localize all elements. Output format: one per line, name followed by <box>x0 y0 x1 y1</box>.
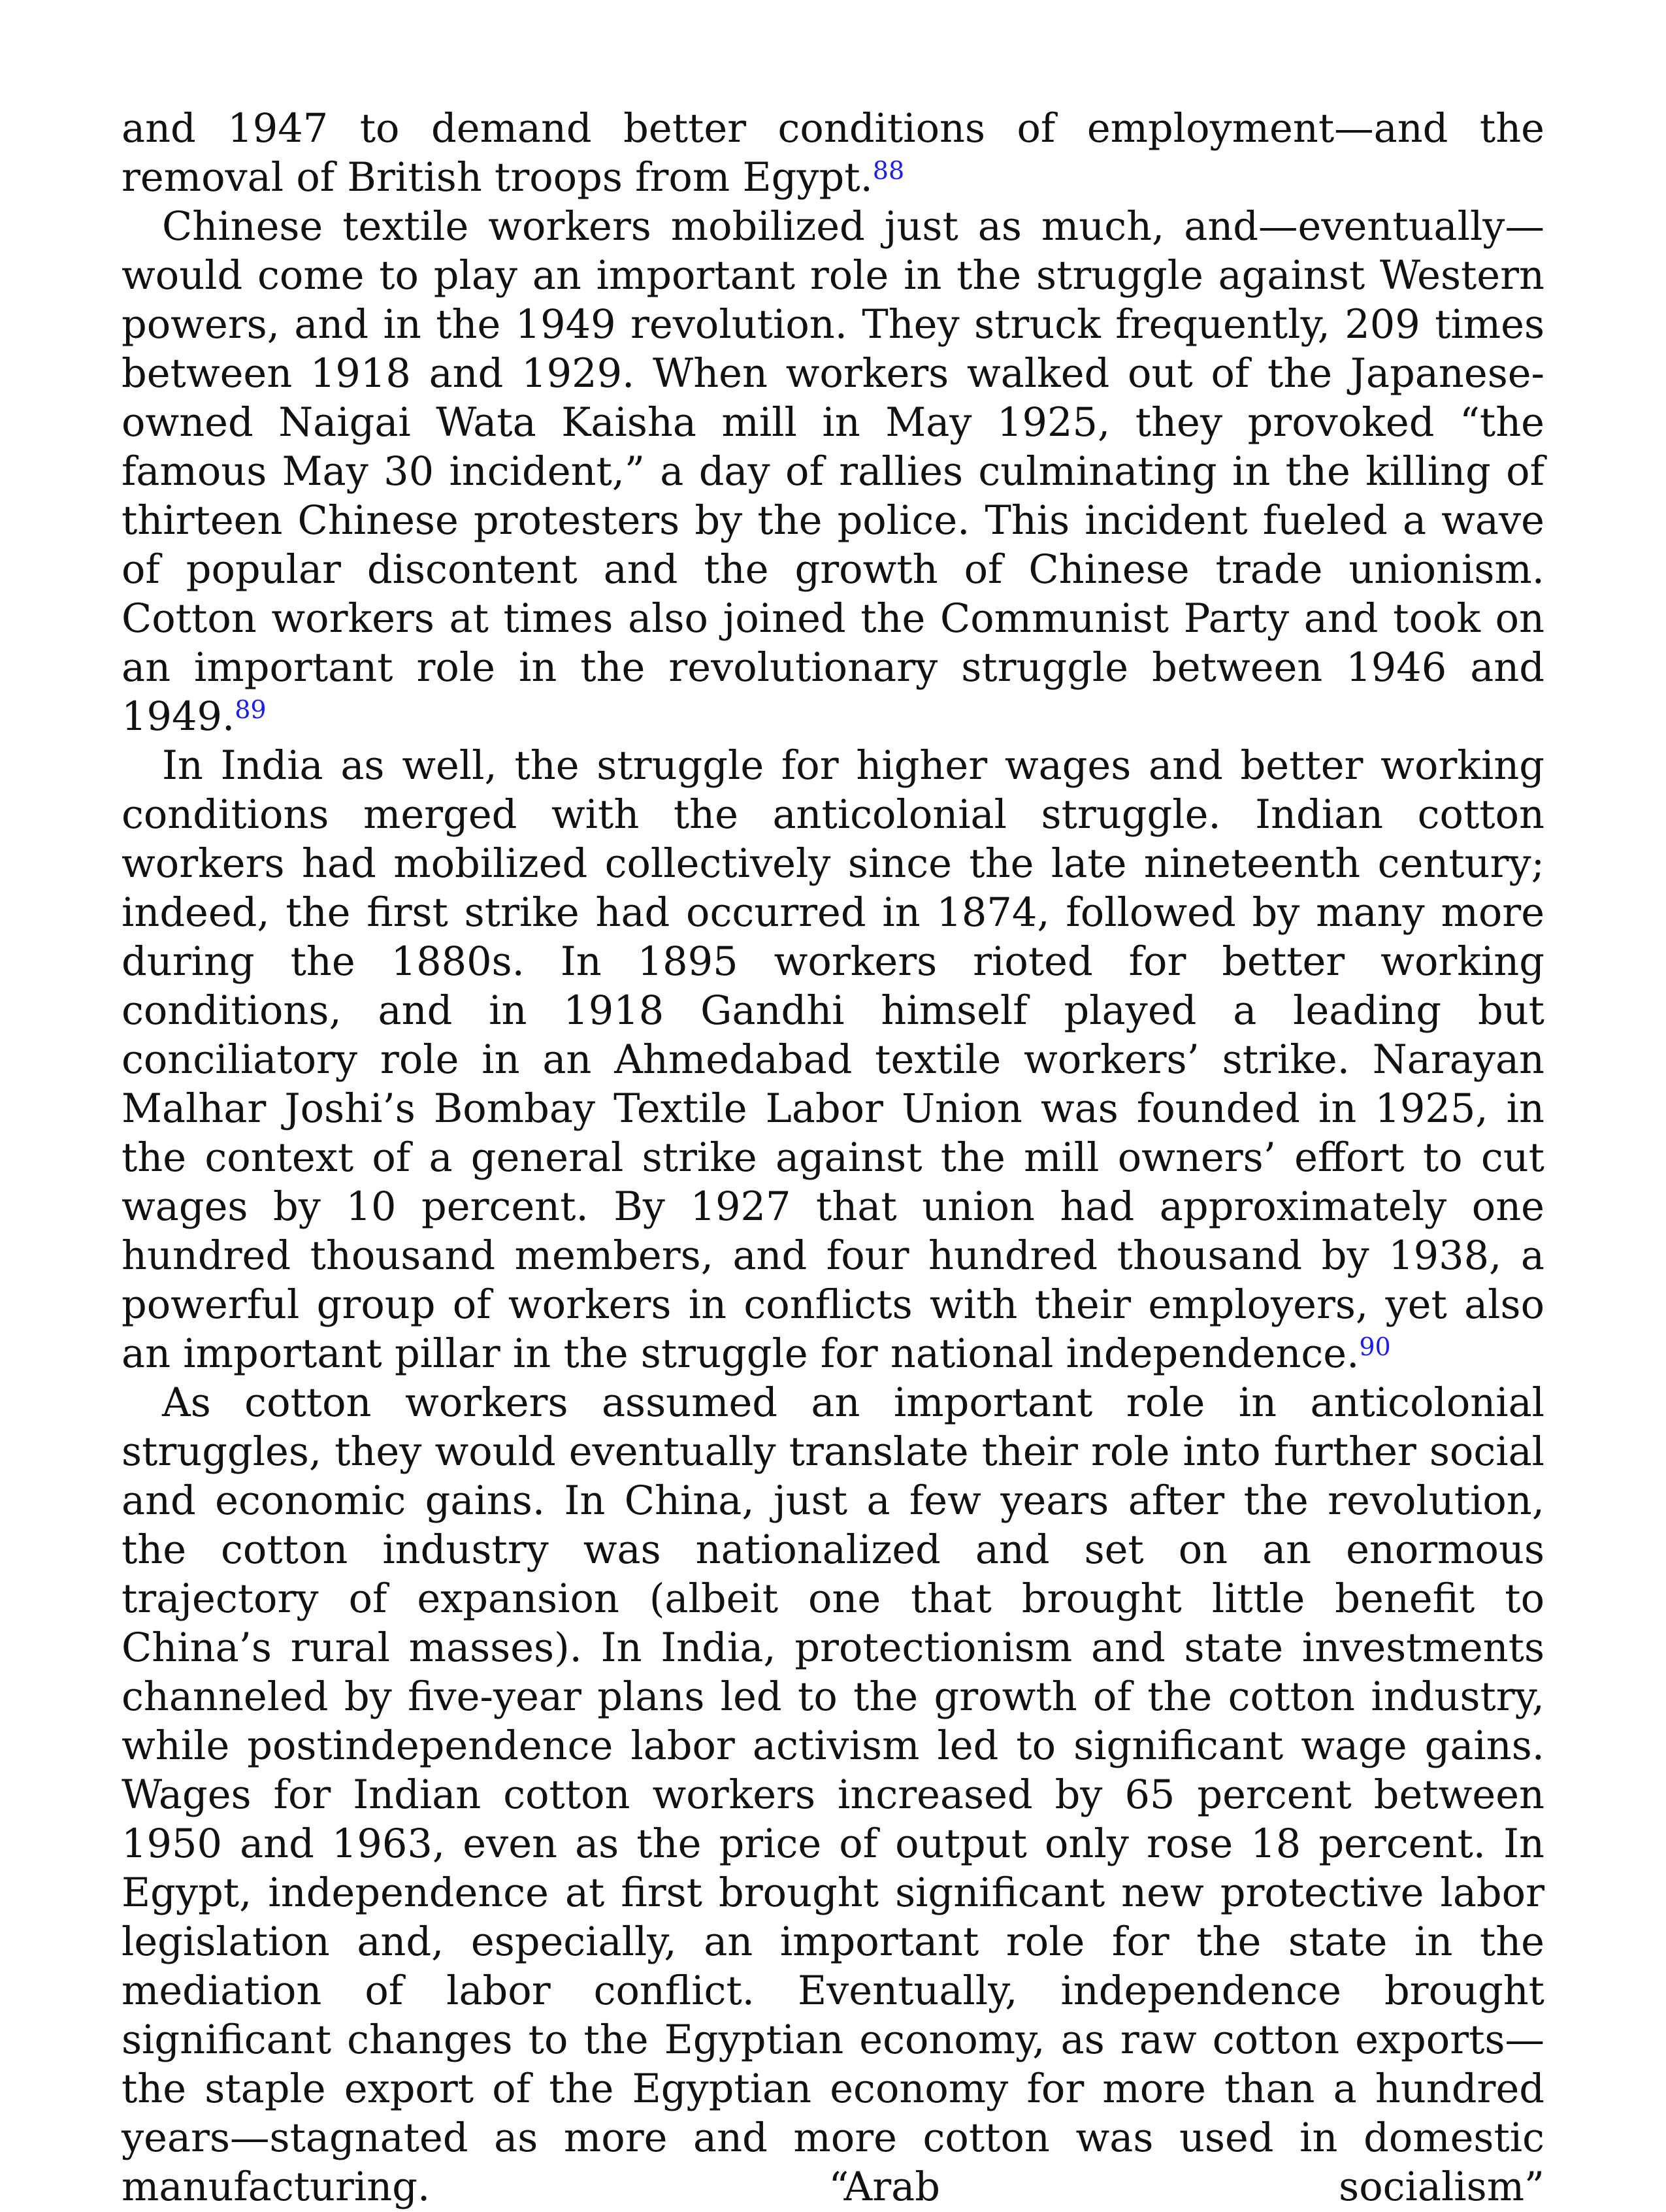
paragraph-2 <box>122 203 1544 742</box>
paragraph-3 <box>122 742 1544 1379</box>
paragraph-1-text: and 1947 to demand better conditions of employment—and the removal of British troops from Egypt. <box>122 106 1544 201</box>
paragraph-1 <box>122 105 1544 203</box>
footnote-ref-88[interactable]: 88 <box>872 156 905 185</box>
paragraph-4-text: As cotton workers assumed an important role in anticolonial struggles, they would eventually translate their role into further social and economic gains. In China, just a few years after the revolution, the cotton industry was nationalized and set on an enormous trajectory of expansion (albeit one that brought little benefit to China’s rural masses). In India, protectionism and state investments channeled by five-year plans led to the growth of the cotton industry, while postindependence labor activism led to significant wage gains. Wages for Indian cotton workers increased by 65 percent between 1950 and 1963, even as the price of output only rose 18 percent. In Egypt, independence at first brought significant new protective labor legislation and, especially, an important role for the state in the mediation of labor conflict. Eventually, independence brought significant changes to the Egyptian economy, as raw cotton exports—the staple export of the Egyptian economy for more than a hundred years—stagnated as more and more cotton was used in domestic manufacturing. “Arab socialism” <box>122 1380 1544 2210</box>
footnote-ref-89[interactable]: 89 <box>235 695 267 724</box>
paragraph-3-text: In India as well, the struggle for higher wages and better working conditions merged with the anticolonial struggle. Indian cotton workers had mobilized collectively since the late nineteenth century; indeed, the first strike had occurred in 1874, followed by many more during the 1880s. In 1895 workers rioted for better working conditions, and in 1918 Gandhi himself played a leading but conciliatory role in an Ahmedabad textile workers’ strike. Narayan Malhar Joshi’s Bombay Textile Labor Union was founded in 1925, in the context of a general strike against the mill owners’ effort to cut wages by 10 percent. By 1927 that union had approximately one hundred thousand members, and four hundred thousand by 1938, a powerful group of workers in conflicts with their employers, yet also an important pillar in the struggle for national independence. <box>122 743 1544 1377</box>
book-page <box>122 105 1544 2212</box>
footnote-ref-90[interactable]: 90 <box>1359 1332 1391 1361</box>
paragraph-2-text: Chinese textile workers mobilized just as much, and—eventually—would come to play an important role in the struggle against Western powers, and in the 1949 revolution. They struck frequently, 209 times between 1918 and 1929. When workers walked out of the Japanese-owned Naigai Wata Kaisha mill in May 1925, they provoked “the famous May 30 incident,” a day of rallies culminating in the killing of thirteen Chinese protesters by the police. This incident fueled a wave of popular discontent and the growth of Chinese trade unionism. Cotton workers at times also joined the Communist Party and took on an important role in the revolutionary struggle between 1946 and 1949. <box>122 204 1544 740</box>
paragraph-4 <box>122 1379 1544 2212</box>
